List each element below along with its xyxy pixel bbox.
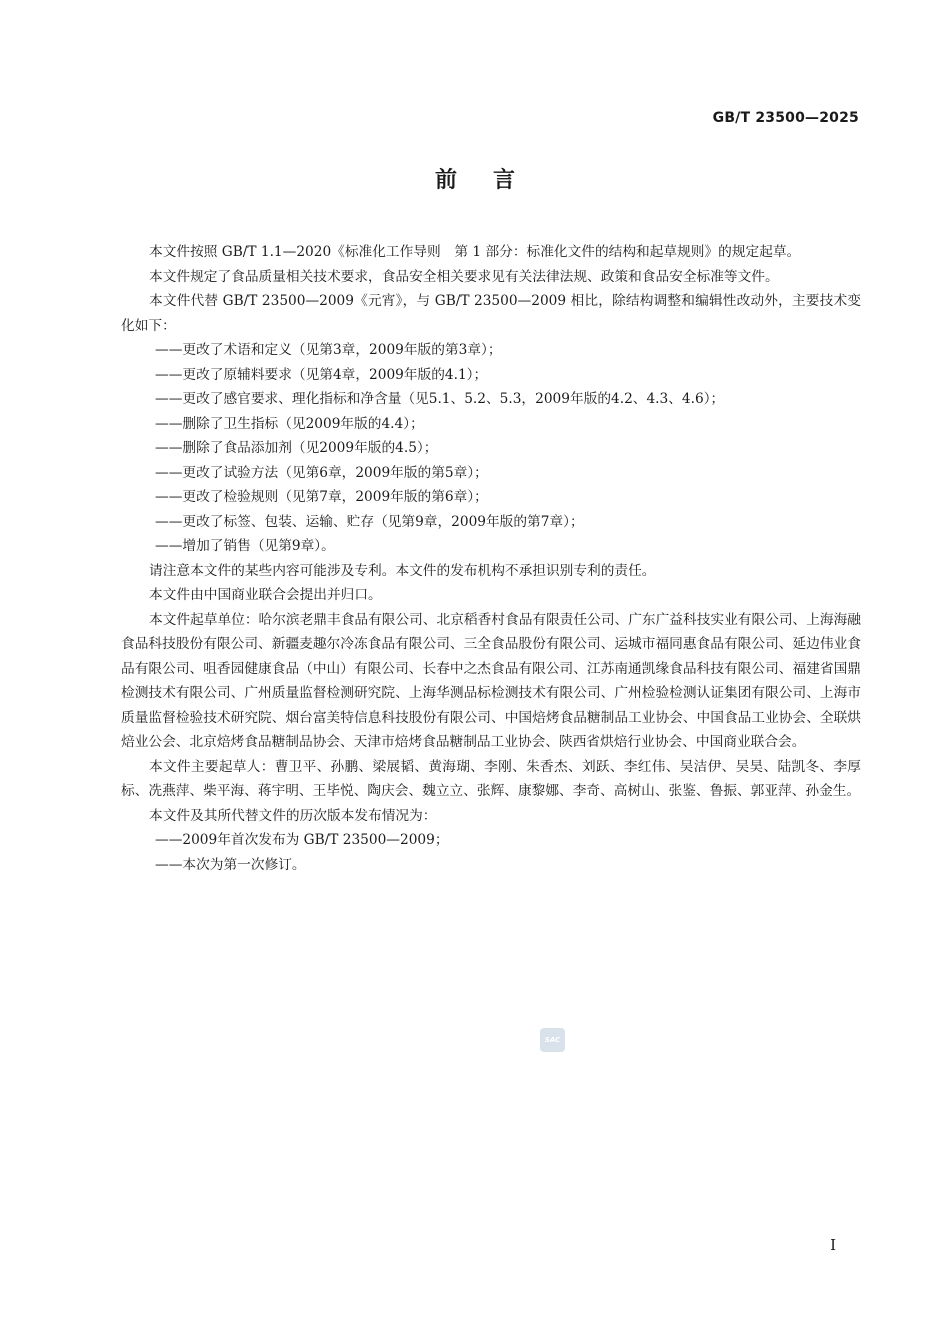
change-item: ——更改了检验规则（见第7章，2009年版的第6章）； (155, 489, 488, 505)
history-item: ——本次为第一次修订。 (155, 856, 306, 873)
preface-body (121, 240, 861, 877)
page-number: Ⅰ (830, 1236, 836, 1254)
change-item: ——更改了试验方法（见第6章，2009年版的第5章）； (155, 464, 488, 481)
change-item: ——删除了食品添加剂（见2009年版的4.5）； (155, 440, 438, 456)
standard-number: GB/T 23500—2025 (712, 110, 859, 126)
change-item: ——更改了原辅料要求（见第4章，2009年版的4.1）； (155, 366, 488, 383)
change-item: ——更改了感官要求、理化指标和净含量（见5.1、5.2、5.3，2009年版的4.2、4.3、4.6）； (155, 391, 725, 407)
change-item: ——删除了卫生指标（见2009年版的4.4）； (155, 415, 424, 432)
paragraph: 本文件规定了食品质量相关技术要求，食品安全相关要求见有关法律法规、政策和食品安全标准等文件。 (149, 268, 779, 285)
paragraph: 本文件按照 GB/T 1.1—2020《标准化工作导则 第 1 部分：标准化文件的结构和起草规则》的规定起草。 (149, 244, 801, 260)
watermark-logo-icon: SAC (540, 1028, 565, 1052)
proposer: 本文件由中国商业联合会提出并归口。 (149, 587, 382, 603)
history-item: ——2009年首次发布为 GB/T 23500—2009； (155, 832, 449, 848)
history-intro: 本文件及其所代替文件的历次版本发布情况为： (149, 807, 437, 824)
change-item: ——更改了标签、包装、运输、贮存（见第9章，2009年版的第7章）； (155, 513, 584, 530)
patent-notice: 请注意本文件的某些内容可能涉及专利。本文件的发布机构不承担识别专利的责任。 (149, 562, 656, 579)
page-title: 前言 (434, 168, 551, 193)
paragraph: 本文件代替 GB/T 23500—2009《元宵》，与 GB/T 23500—2009 相比，除结构调整和编辑性改动外，主要技术变化如下： (121, 293, 861, 334)
change-item: ——增加了销售（见第9章）。 (155, 538, 335, 554)
change-item: ——更改了术语和定义（见第3章，2009年版的第3章）； (155, 342, 502, 358)
drafting-units: 本文件起草单位：哈尔滨老鼎丰食品有限公司、北京稻香村食品有限责任公司、广东广益科技实业有限公司、上海海融食品科技股份有限公司、新疆麦趣尔冷冻食品有限公司、三全食品股份有限公司、运城市福同惠食品有限公司、延边伟业食品有限公司、咀香园健康食品（中山）有限公司、长春中之杰食品有限公司、江苏南通凯缘食品科技有限公司、福建省国鼎检测技术有限公司、广州质量监督检测研究院、上海华测品标检测技术有限公司、广州检验检测认证集团有限公司、上海市质量监督检验技术研究院、烟台富美特信息科技股份有限公司、中国焙烤食品糖制品工业协会、中国食品工业协会、全联烘焙业公会、北京焙烤食品糖制品协会、天津市焙烤食品糖制品工业协会、陕西省烘焙行业协会、中国商业联合会。 (121, 611, 861, 750)
drafters: 本文件主要起草人：曹卫平、孙鹏、梁展韬、黄海瑚、李刚、朱香杰、刘跃、李红伟、吴洁伊、吴昊、陆凯冬、李厚标、冼燕萍、柴平海、蒋宇明、王毕悦、陶庆会、魏立立、张辉、康黎娜、李奇、高树山、张鉴、鲁振、郭亚萍、孙金生。 (121, 758, 861, 799)
